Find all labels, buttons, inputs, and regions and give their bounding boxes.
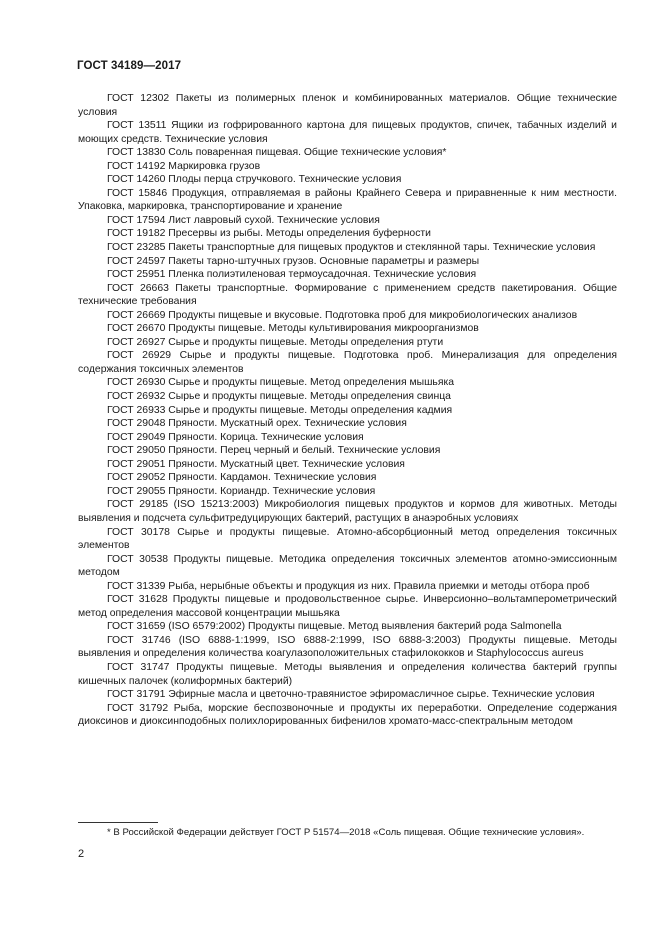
reference-entry: ГОСТ 31628 Продукты пищевые и продовольственное сырье. Инверсионно–вольтамперометрический метод определения массовой концентрации мышьяка <box>78 594 617 619</box>
reference-entry: ГОСТ 31791 Эфирные масла и цветочно-травянистое эфиромасличное сырье. Технические условия <box>107 689 595 701</box>
standards-reference-list <box>78 92 617 729</box>
reference-entry: ГОСТ 30538 Продукты пищевые. Методика определения токсичных элементов атомно-эмиссионным методом <box>78 553 617 579</box>
reference-entry: ГОСТ 31659 (ISO 6579:2002) Продукты пищевые. Метод выявления бактерий рода Salmonella <box>107 621 562 633</box>
document-header: ГОСТ 34189—2017 <box>77 60 182 72</box>
reference-entry: ГОСТ 29051 Пряности. Мускатный цвет. Технические условия <box>107 458 405 470</box>
reference-entry: ГОСТ 19182 Пресервы из рыбы. Методы определения буферности <box>107 228 431 240</box>
reference-entry: ГОСТ 31792 Рыба, морские беспозвоночные и продукты их переработки. Определение содержания диоксинов и диоксинподобных полихлорированных бифенилов хромато-масс-спектральным методом <box>78 702 617 728</box>
reference-entry: ГОСТ 29050 Пряности. Перец черный и белый. Технические условия <box>107 445 441 457</box>
reference-entry: ГОСТ 29185 (ISO 15213:2003) Микробиология пищевых продуктов и кормов для животных. Методы выявления и подсчета сульфитредуцирующих бактерий, растущих в анаэробных условиях <box>78 499 617 524</box>
reference-entry: ГОСТ 15846 Продукция, отправляемая в районы Крайнего Севера и приравненные к ним местности. Упаковка, маркировка, транспортирование и хранение <box>78 187 617 213</box>
footnote-divider <box>78 822 158 823</box>
reference-entry: ГОСТ 14260 Плоды перца стручкового. Технические условия <box>107 174 402 186</box>
reference-entry: ГОСТ 26929 Сырье и продукты пищевые. Подготовка проб. Минерализация для определения содержания токсичных элементов <box>78 350 617 375</box>
reference-entry: ГОСТ 14192 Маркировка грузов <box>107 160 261 172</box>
reference-entry: ГОСТ 31339 Рыба, нерыбные объекты и продукция из них. Правила приемки и методы отбора проб <box>107 580 590 592</box>
reference-entry: ГОСТ 26933 Сырье и продукты пищевые. Методы определения кадмия <box>107 404 453 416</box>
reference-entry: ГОСТ 23285 Пакеты транспортные для пищевых продуктов и стеклянной тары. Технические условия <box>107 242 596 254</box>
reference-entry: ГОСТ 26669 Продукты пищевые и вкусовые. Подготовка проб для микробиологических анализов <box>107 309 578 321</box>
reference-entry: ГОСТ 17594 Лист лавровый сухой. Технические условия <box>107 214 380 226</box>
reference-entry: ГОСТ 31746 (ISO 6888-1:1999, ISO 6888-2:1999, ISO 6888-3:2003) Продукты пищевые. Методы выявления и определения количества коагулазоположительных стафилококков и Staphylococcus aureus <box>78 634 617 660</box>
reference-entry: ГОСТ 29052 Пряности. Кардамон. Технические условия <box>107 472 377 484</box>
page-number: 2 <box>78 848 85 860</box>
reference-entry: ГОСТ 31747 Продукты пищевые. Методы выявления и определения количества бактерий группы кишечных палочек (колиформных бактерий) <box>78 661 617 687</box>
reference-entry: ГОСТ 29055 Пряности. Кориандр. Технические условия <box>107 485 376 497</box>
reference-entry: ГОСТ 13511 Ящики из гофрированного картона для пищевых продуктов, спичек, табачных изделий и моющих средств. Технические условия <box>78 120 617 145</box>
reference-entry: ГОСТ 26932 Сырье и продукты пищевые. Методы определения свинца <box>107 391 451 403</box>
footnote: * В Российской Федерации действует ГОСТ Р 51574—2018 «Соль пищевая. Общие технические условия». <box>107 827 585 838</box>
reference-entry: ГОСТ 26930 Сырье и продукты пищевые. Метод определения мышьяка <box>107 377 455 389</box>
reference-entry: ГОСТ 25951 Пленка полиэтиленовая термоусадочная. Технические условия <box>107 269 477 281</box>
reference-entry: ГОСТ 13830 Соль поваренная пищевая. Общие технические условия* <box>107 147 447 159</box>
reference-entry: ГОСТ 12302 Пакеты из полимерных пленок и комбинированных материалов. Общие технические условия <box>78 93 617 118</box>
reference-entry: ГОСТ 24597 Пакеты тарно-штучных грузов. Основные параметры и размеры <box>107 255 480 267</box>
reference-entry: ГОСТ 29049 Пряности. Корица. Технические условия <box>107 431 364 443</box>
reference-entry: ГОСТ 30178 Сырье и продукты пищевые. Атомно-абсорбционный метод определения токсичных элементов <box>78 526 617 552</box>
reference-entry: ГОСТ 26670 Продукты пищевые. Методы культивирования микроорганизмов <box>107 323 479 335</box>
reference-entry: ГОСТ 29048 Пряности. Мускатный орех. Технические условия <box>107 418 407 430</box>
reference-entry: ГОСТ 26663 Пакеты транспортные. Формирование с применением средств пакетирования. Общие технические требования <box>78 282 617 308</box>
reference-entry: ГОСТ 26927 Сырье и продукты пищевые. Методы определения ртути <box>107 336 444 348</box>
